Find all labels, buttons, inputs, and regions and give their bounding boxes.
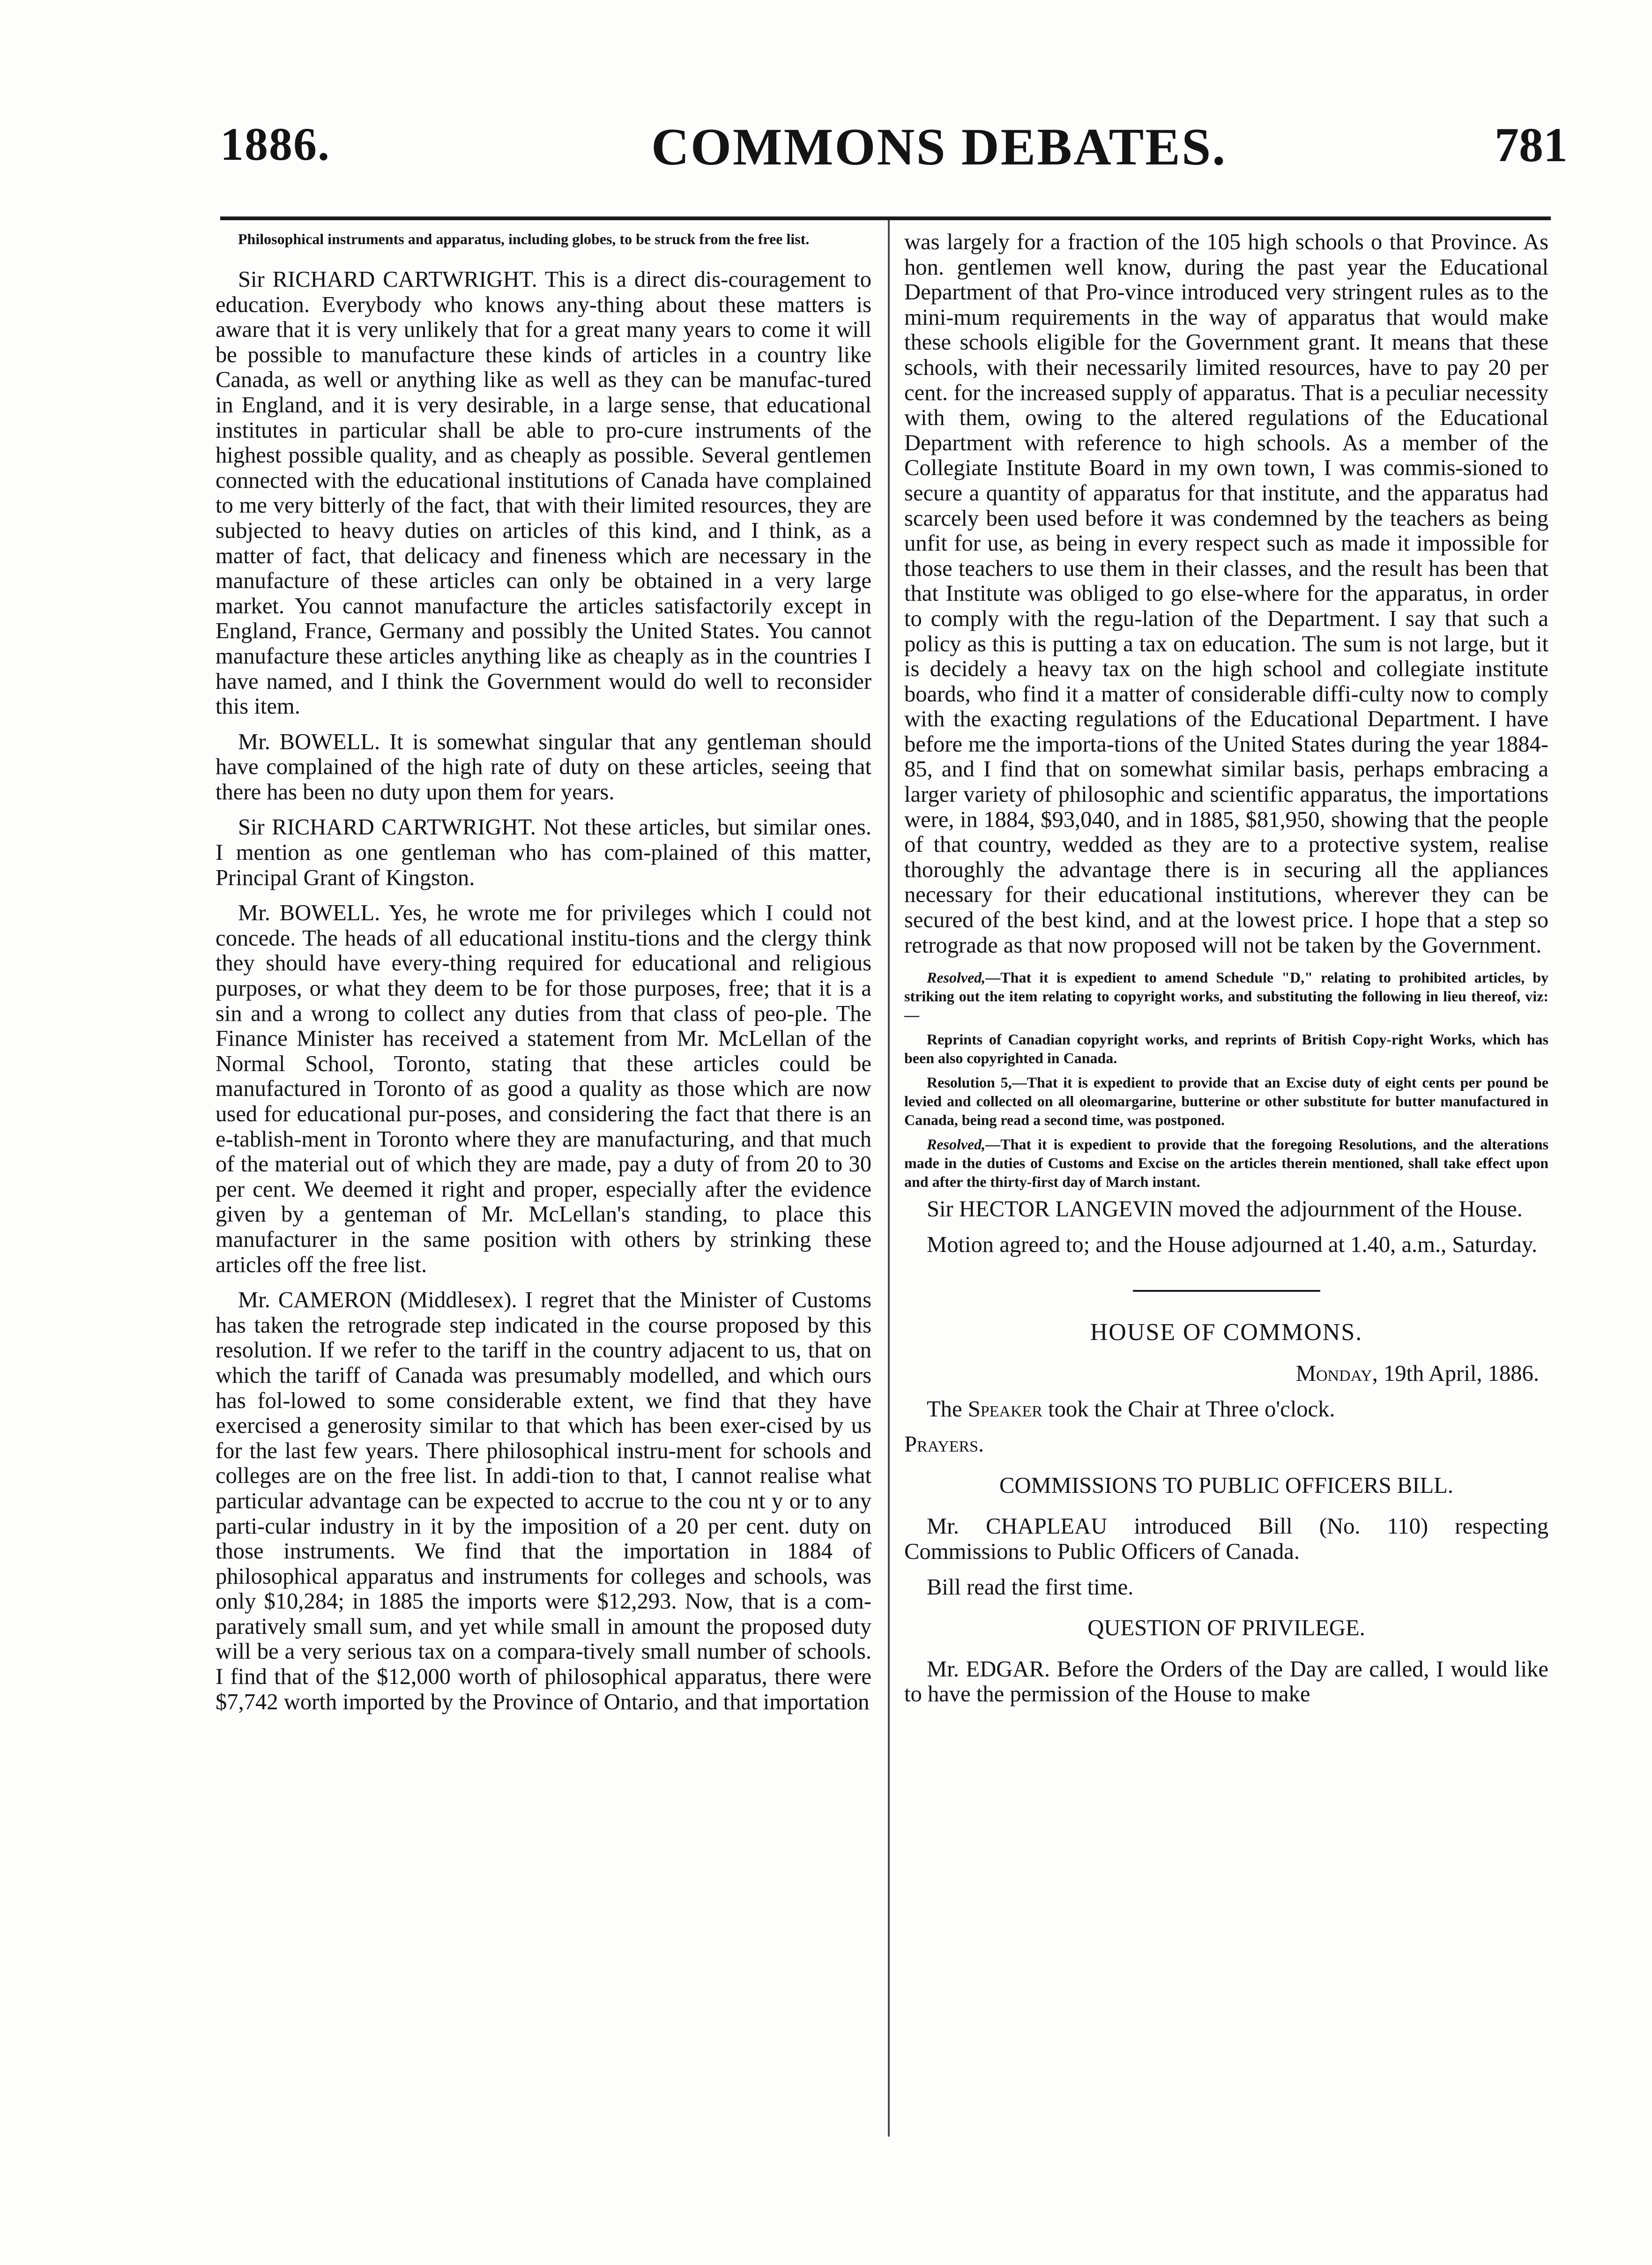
dateline-date: 19th April, 1886. [1383, 1361, 1539, 1386]
paragraph: Mr. BOWELL. Yes, he wrote me for privileges which I could not concede. The heads of all educational institu-tions and the clergy think they should have every-thing required for educational and religious purposes, or what they deem to be for those purposes, free; that it is a sin and a wrong to collect any duties from that class of peo-ple. The Finance Minister has received a statement from Mr. McLellan of the Normal School, Toronto, stating that these articles could be manufactured in Toronto of as good a quality as those which are now used for educational pur-poses, and considering the fact that there is an e-tablish-ment in Toronto where they are manufacturing, and that much of the material out of which they are made, pay a duty of from 20 to 30 per cent. We deemed it right and proper, especially after the evidence given by a genteman of Mr. McLellan's standing, to place this manufacturer in the same position with others by strinking these articles off the free list. [216, 900, 871, 1277]
resolved-label: Resolved, [927, 1136, 986, 1153]
right-column [904, 230, 1548, 1717]
paragraph: Sir RICHARD CARTWRIGHT. Not these articles, but similar ones. I mention as one gentleman who has com-plained of this matter, Principal Grant of Kingston. [216, 814, 871, 890]
section-heading: HOUSE OF COMMONS. [1090, 1319, 1363, 1346]
resolution-text: Resolution 5,—That it is expedient to provide that an Excise duty of eight cents per pound be levied and collected on all oleomargarine, butterine or other substitute for butter manufactured in Canada, being read a second time, was postponed. [904, 1074, 1548, 1129]
prayers-label: Prayers. [904, 1431, 984, 1457]
header-year: 1886. [220, 118, 330, 170]
section-heading: QUESTION OF PRIVILEGE. [1087, 1615, 1365, 1641]
dateline [904, 1361, 1539, 1386]
section-heading: COMMISSIONS TO PUBLIC OFFICERS BILL. [999, 1472, 1453, 1498]
motion-text: Philosophical instruments and apparatus, including globes, to be struck from the free list. [238, 231, 810, 247]
page-number: 781 [1495, 118, 1568, 172]
resolved-body: —That it is expedient to provide that the foregoing Resolutions, and the alterations made in the duties of Customs and Excise on the articles therein mentioned, shall take effect upon and after the thirty-first day of March instant. [904, 1136, 1548, 1191]
paragraph: was largely for a fraction of the 105 high schools o that Province. As hon. gentlemen well know, during the past year the Educational Department of that Pro-vince introduced very stringent rules as to the mini-mum requirements in the way of apparatus that would make these schools eligible for the Government grant. It means that these schools, with their necessarily limited resources, have to pay 20 per cent. for the increased supply of apparatus. That is a peculiar necessity with them, owing to the altered regulations of the Educational Department with reference to high schools. As a member of the Collegiate Institute Board in my own town, I was commis-sioned to secure a quantity of apparatus for that institute, and the apparatus had scarcely been used before it was condemned by the teachers as being unfit for use, as being in every respect such as made it impossible for those teachers to use them in their classes, and the result has been that that Institute was obliged to go else-where for the apparatus, in order to comply with the regu-lation of the Department. I say that such a policy as this is putting a tax on education. The sum is not large, but it is decidely a heavy tax on the high school and collegiate institute boards, who find it a matter of considerable diffi-culty now to comply with the exacting regulations of the Educational Department. I have before me the importa-tions of the United States during the year 1884-85, and I find that on somewhat similar basis, perhaps embracing a larger variety of philosophic and scientific apparatus, the importations were, in 1884, $93,040, and in 1885, $81,950, showing that the people of that country, wedded as they are to a protective system, realise thoroughly the advantage there is in securing all the appliances necessary for their educational institutions, wherever they can be secured of the best kind, and at the lowest price. I hope that a step so retrograde as that now proposed will not be taken by the Government. [904, 229, 1548, 958]
paragraph: Mr. BOWELL. It is somewhat singular that any gentleman should have complained of the high rate of duty on these articles, seeing that there has been no duty upon them for years. [216, 729, 871, 805]
resolution-text [904, 968, 1548, 1024]
paragraph: Mr. CHAPLEAU introduced Bill (No. 110) respecting Commissions to Public Officers of Canada. [904, 1513, 1548, 1564]
resolved-label: Resolved, [927, 969, 986, 986]
paragraph [904, 1397, 1548, 1422]
left-column [216, 230, 871, 1725]
section-rule [1133, 1290, 1320, 1292]
paragraph: Sir RICHARD CARTWRIGHT. This is a direct dis-couragement to education. Everybody who knows any-thing about these matters is aware that it is very unlikely that for a great many years to come it will be possible to manufacture these kinds of articles in a country like Canada, as well or anything like as well as they can be manufac-tured in England, and it is very desirable, in a large sense, that educational institutes in particular shall be able to pro-cure instruments of the highest possible quality, and as cheaply as possible. Several gentlemen connected with the educational institutions of Canada have complained to me very bitterly of the fact, that with their limited resources, they are subjected to heavy duties on articles of this kind, and I think, as a matter of fact, that delicacy and fineness which are necessary in the manufacture of these articles can only be obtained in a very large market. You cannot manufacture the articles satisfactorily except in England, France, Germany and possibly the United States. You cannot manufacture these articles anything like as cheaply as in the countries I have named, and I think the Government would do well to reconsider this item. [216, 267, 871, 719]
speaker-title: Speaker [967, 1396, 1042, 1422]
header-title: COMMONS DEBATES. [651, 118, 1227, 176]
dateline-day: Monday, [1295, 1361, 1378, 1386]
paragraph: Bill read the first time. [927, 1574, 1134, 1600]
resolution-text [904, 1135, 1548, 1191]
paragraph: Mr. CAMERON (Middlesex). I regret that the Minister of Customs has taken the retrograde step indicated in the course proposed by this resolution. If we refer to the tariff in the country adjacent to us, that on which the tariff of Canada was presumably modelled, and which ours has fol-lowed to some considerable extent, we find that they have exercised a generosity similar to that which has been exer-cised by us for the last few years. There philosophical instru-ment for schools and colleges are on the free list. In addi-tion to that, I cannot realise what particular advantage can be expected to accrue to the cou nt y or to any parti-cular industry in it by the imposition of a 20 per cent. duty on those instruments. We find that the importation in 1884 of philosophical apparatus and instruments for colleges and schools, was only $10,284; in 1885 the imports were $12,293. Now, that is a com-paratively small sum, and yet while small in amount the proposed duty will be a very serious tax on a compara-tively small number of schools. I find that of the $12,000 worth of philosophical apparatus, there were $7,742 worth imported by the Province of Ontario, and that importation [216, 1287, 871, 1714]
resolution-text: Reprints of Canadian copyright works, and reprints of British Copy-right Works, which has been also copyrighted in Canada. [904, 1031, 1548, 1067]
paragraph: Motion agreed to; and the House adjourned at 1.40, a.m., Saturday. [927, 1231, 1538, 1257]
paragraph: Mr. EDGAR. Before the Orders of the Day are called, I would like to have the permission of the House to make [904, 1656, 1548, 1707]
column-divider [888, 220, 890, 2137]
resolved-body: —That it is expedient to amend Schedule "D," relating to prohibited articles, by striking out the item relating to copyright works, and substituting the following in lieu thereof, viz:— [904, 969, 1548, 1024]
header-rule [220, 216, 1551, 220]
paragraph: Sir HECTOR LANGEVIN moved the adjournment of the House. [927, 1196, 1523, 1222]
speaker-pre: The [927, 1396, 962, 1422]
speaker-post: took the Chair at Three o'clock. [1048, 1396, 1335, 1422]
